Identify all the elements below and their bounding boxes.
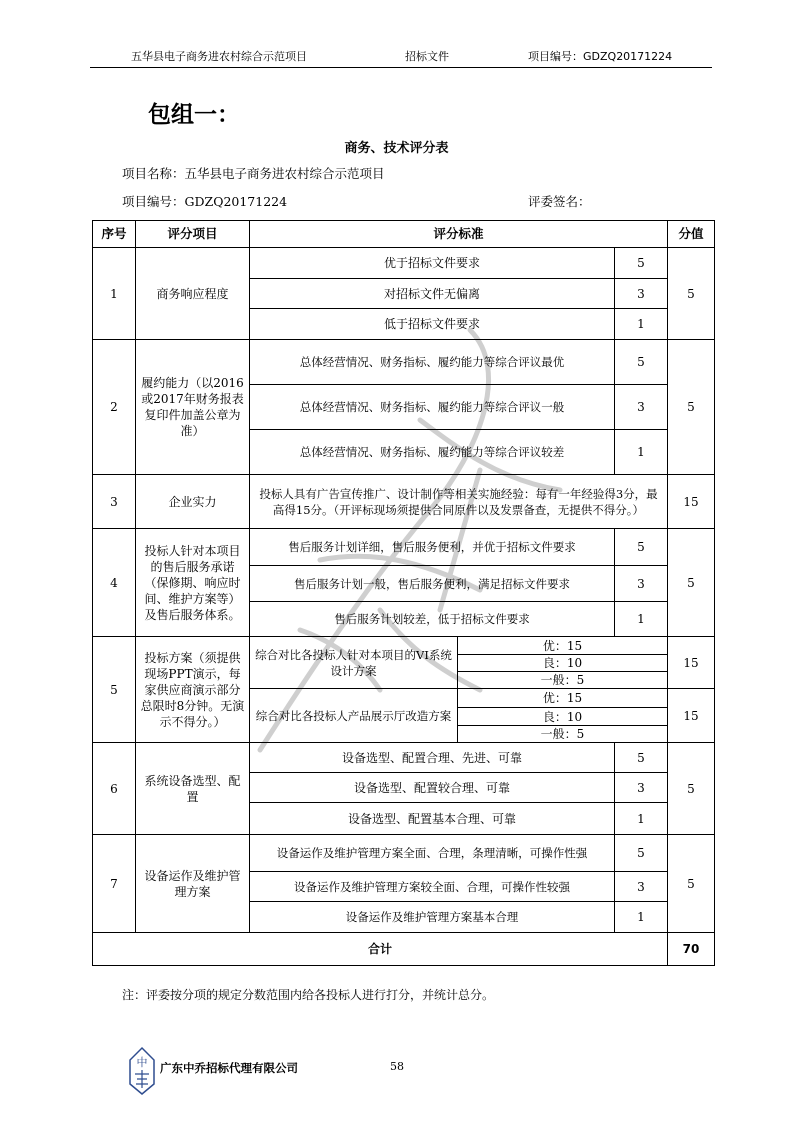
subitem-score: 15 bbox=[668, 637, 715, 689]
criteria-text: 低于招标文件要求 bbox=[250, 309, 615, 340]
table-row bbox=[93, 637, 715, 655]
table-note: 注：评委按分项的规定分数范围内给各投标人进行打分，并统计总分。 bbox=[122, 988, 495, 1002]
row-item: 投标方案（须提供现场PPT演示，每家供应商演示部分总限时8分钟。无演示不得分。） bbox=[136, 637, 250, 743]
row-item: 履约能力（以2016或2017年财务报表复印件加盖公章为准） bbox=[136, 340, 250, 475]
criteria-points: 1 bbox=[615, 309, 668, 340]
row-score: 5 bbox=[668, 529, 715, 637]
criteria-points: 5 bbox=[615, 529, 668, 566]
company-logo bbox=[128, 1046, 156, 1096]
table-row bbox=[93, 475, 715, 529]
row-no: 3 bbox=[93, 475, 136, 529]
reviewer-sign-label: 评委签名： bbox=[528, 194, 591, 209]
grade-value: 优：15 bbox=[458, 637, 668, 655]
table-row bbox=[93, 835, 715, 872]
row-score: 5 bbox=[668, 835, 715, 933]
header-rule bbox=[90, 67, 712, 68]
header-no: 序号 bbox=[93, 221, 136, 248]
criteria-text: 设备选型、配置基本合理、可靠 bbox=[250, 803, 615, 835]
subitem-score: 15 bbox=[668, 689, 715, 743]
criteria-text: 总体经营情况、财务指标、履约能力等综合评议最优 bbox=[250, 340, 615, 385]
header-project-name: 五华县电子商务进农村综合示范项目 bbox=[131, 50, 307, 63]
header-item: 评分项目 bbox=[136, 221, 250, 248]
row-score: 5 bbox=[668, 248, 715, 340]
row-no: 7 bbox=[93, 835, 136, 933]
criteria-text: 售后服务计划一般，售后服务便利，满足招标文件要求 bbox=[250, 566, 615, 602]
grade-value: 优：15 bbox=[458, 689, 668, 708]
row-score: 5 bbox=[668, 340, 715, 475]
row-item: 系统设备选型、配置 bbox=[136, 743, 250, 835]
criteria-points: 3 bbox=[615, 279, 668, 309]
row-no: 2 bbox=[93, 340, 136, 475]
criteria-text: 优于招标文件要求 bbox=[250, 248, 615, 279]
criteria-points: 1 bbox=[615, 430, 668, 475]
page-number: 58 bbox=[390, 1060, 404, 1073]
table-title: 商务、技术评分表 bbox=[344, 141, 449, 156]
criteria-points: 5 bbox=[615, 743, 668, 773]
table-row bbox=[93, 248, 715, 279]
header-score: 分值 bbox=[668, 221, 715, 248]
total-value: 70 bbox=[668, 933, 715, 966]
criteria-text: 设备运作及维护管理方案全面、合理，条理清晰，可操作性强 bbox=[250, 835, 615, 872]
table-row bbox=[93, 340, 715, 385]
criteria-points: 1 bbox=[615, 902, 668, 933]
row-no: 1 bbox=[93, 248, 136, 340]
criteria-points: 3 bbox=[615, 872, 668, 902]
table-row bbox=[93, 743, 715, 773]
criteria-text: 投标人具有广告宣传推广、设计制作等相关实施经验：每有一年经验得3分，最高得15分。（开评标现场须提供合同原件以及发票备查，无提供不得分。） bbox=[250, 475, 668, 529]
scoring-table bbox=[92, 220, 715, 966]
criteria-text: 设备运作及维护管理方案较全面、合理，可操作性较强 bbox=[250, 872, 615, 902]
criteria-points: 5 bbox=[615, 248, 668, 279]
package-title: 包组一： bbox=[148, 102, 240, 128]
subitem-desc: 综合对比各投标人产品展示厅改造方案 bbox=[250, 689, 458, 743]
criteria-text: 售后服务计划详细，售后服务便利，并优于招标文件要求 bbox=[250, 529, 615, 566]
grade-value: 一般：5 bbox=[458, 726, 668, 743]
table-row bbox=[93, 529, 715, 566]
criteria-text: 设备选型、配置较合理、可靠 bbox=[250, 773, 615, 803]
header-doc-type: 招标文件 bbox=[405, 50, 449, 63]
criteria-points: 3 bbox=[615, 566, 668, 602]
row-item: 设备运作及维护管理方案 bbox=[136, 835, 250, 933]
total-row bbox=[93, 933, 715, 966]
row-no: 4 bbox=[93, 529, 136, 637]
criteria-text: 售后服务计划较差，低于招标文件要求 bbox=[250, 602, 615, 637]
grade-value: 良：10 bbox=[458, 655, 668, 672]
grade-value: 一般：5 bbox=[458, 672, 668, 689]
criteria-points: 1 bbox=[615, 803, 668, 835]
criteria-text: 总体经营情况、财务指标、履约能力等综合评议较差 bbox=[250, 430, 615, 475]
row-no: 5 bbox=[93, 637, 136, 743]
row-no: 6 bbox=[93, 743, 136, 835]
criteria-text: 设备选型、配置合理、先进、可靠 bbox=[250, 743, 615, 773]
row-item: 企业实力 bbox=[136, 475, 250, 529]
criteria-points: 3 bbox=[615, 773, 668, 803]
company-name: 广东中乔招标代理有限公司 bbox=[160, 1061, 298, 1075]
subitem-desc: 综合对比各投标人针对本项目的VI系统设计方案 bbox=[250, 637, 458, 689]
criteria-text: 设备运作及维护管理方案基本合理 bbox=[250, 902, 615, 933]
project-code-line: 项目编号：GDZQ20171224 bbox=[122, 194, 288, 209]
criteria-points: 3 bbox=[615, 385, 668, 430]
row-score: 15 bbox=[668, 475, 715, 529]
criteria-text: 总体经营情况、财务指标、履约能力等综合评议一般 bbox=[250, 385, 615, 430]
header-criteria: 评分标准 bbox=[250, 221, 668, 248]
project-name-line: 项目名称：五华县电子商务进农村综合示范项目 bbox=[122, 166, 385, 181]
grade-value: 良：10 bbox=[458, 708, 668, 726]
criteria-points: 5 bbox=[615, 340, 668, 385]
row-item: 投标人针对本项目的售后服务承诺（保修期、响应时间、维护方案等）及售后服务体系。 bbox=[136, 529, 250, 637]
criteria-points: 5 bbox=[615, 835, 668, 872]
criteria-text: 对招标文件无偏离 bbox=[250, 279, 615, 309]
header-project-code: 项目编号：GDZQ20171224 bbox=[528, 50, 673, 63]
row-score: 5 bbox=[668, 743, 715, 835]
criteria-points: 1 bbox=[615, 602, 668, 637]
logo-text: 中 bbox=[136, 1056, 148, 1069]
row-item: 商务响应程度 bbox=[136, 248, 250, 340]
total-label: 合计 bbox=[93, 933, 668, 966]
